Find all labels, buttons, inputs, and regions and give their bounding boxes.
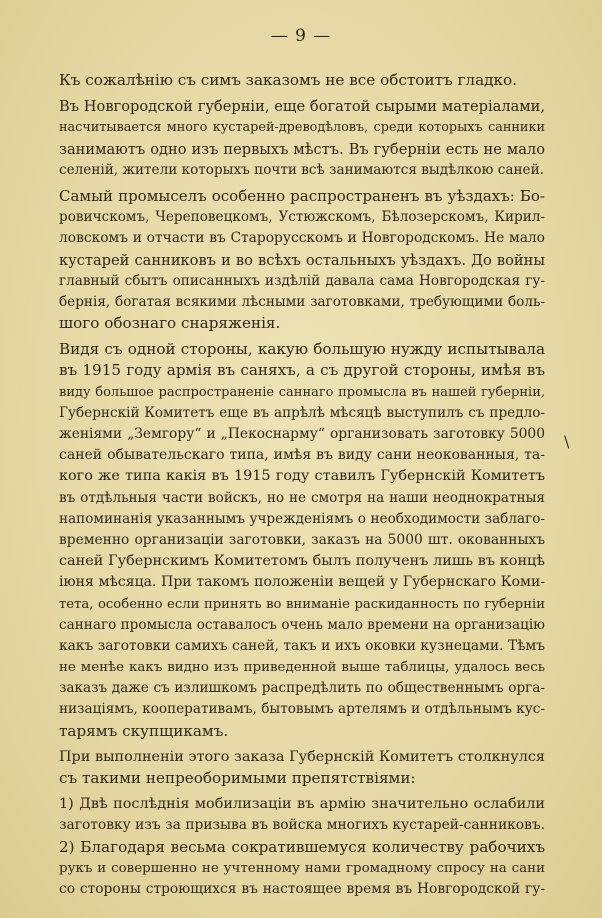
text-line: какъ заготовки самихъ саней, такъ и ихъ оковки кузнецами. Тѣмъ (59, 637, 545, 654)
text-line: низаціямъ, кооперативамъ, бытовымъ артелямъ и отдѣльнымъ кус- (59, 701, 545, 718)
text-line: рукъ и совершенно не учтенному нами громадному спросу на сани (59, 860, 545, 876)
text-line: саней Губернскимъ Комитетомъ былъ полученъ лишь въ концѣ (59, 553, 545, 570)
text-line: саней обывательскаго типа, имѣя въ виду сани неокованныя, та- (59, 447, 545, 464)
text-line: временно организаціи заготовки, заказъ на 5000 шт. окованныхъ (59, 531, 545, 548)
text-line: со стороны строющихся въ настоящее время въ Новгородской гу- (59, 880, 545, 897)
text-line: занимаютъ одно изъ первыхъ мѣстъ. Въ губерніи есть не мало (59, 140, 545, 158)
text-line: Видя съ одной стороны, какую большую нужду испытывала (59, 340, 545, 359)
text-line: тета, особенно если принять во вниманіе раскиданность по губерніи (59, 596, 545, 612)
page-number: — 9 — (270, 26, 332, 46)
text-line: ровичскомъ, Череповецкомъ, Устюжскомъ, Бѣлозерскомъ, Кирил- (59, 209, 545, 226)
text-line: ловскомъ и отчасти въ Старорусскомъ и Новгородскомъ. Не мало (59, 230, 545, 247)
text-line: въ отдѣльныя части войскъ, но не смотря на наши неоднократныя (59, 489, 545, 506)
text-line: саннаго промысла оставалосъ очень мало времени на организацію (59, 616, 545, 633)
text-line: тарямъ скупщикамъ. (59, 721, 229, 740)
text-line: Къ сожалѣнію съ симъ заказомъ не все обстоитъ гладко. (59, 71, 517, 89)
text-line: кустарей санниковъ и во всѣхъ остальныхъ уѣздахъ. До войны (59, 251, 545, 269)
text-line: главный сбытъ описанныхъ издѣлій давала сама Новгородская гу- (59, 272, 545, 289)
text-line: виду большое распространеніе саннаго промысла въ нашей губерніи, (59, 384, 545, 400)
text-line: кого же типа какія въ 1915 году ставилъ Губернскій Комитетъ (59, 468, 545, 485)
text-line: заготовку изъ за призыва въ войска многихъ кустарей-санниковъ. (59, 817, 545, 834)
text-line: съ такими непреоборимыми препятствіями: (59, 769, 416, 787)
text-line: женіями „Земгору“ и „Пекоснарму“ организовать заготовку 5000 (59, 426, 545, 442)
text-line: Губернскій Комитетъ еще въ апрѣлѣ мѣсяцѣ выступилъ съ предло- (59, 404, 545, 421)
text-line: насчитывается много кустарей-древодѣловъ, среди которыхъ санники (59, 120, 545, 136)
text-line: 1) Двѣ послѣднія мобилизаціи въ армію значительно ослабили (59, 796, 545, 813)
text-line: селеній, жители которыхъ почти всѣ занимаются выдѣлкою саней. (59, 161, 544, 178)
text-line: шого обознаго снаряженія. (59, 314, 281, 333)
margin-mark: \ (564, 432, 570, 451)
text-line: іюня мѣсяца. При такомъ положеніи вещей у Губернскаго Коми- (59, 574, 545, 591)
text-line: заказъ даже съ излишкомъ распредѣлить по общественнымъ орга- (59, 680, 545, 697)
text-line: въ 1915 году армія въ саняхъ, а съ другой стороны, имѣя въ (59, 361, 545, 380)
body-text (59, 70, 545, 900)
text-line: напоминанія указаннымъ учрежденіямъ о необходимости заблаго- (59, 510, 545, 527)
text-line: 2) Благодаря весьма сократившемуся количеству рабочихъ (59, 837, 545, 856)
text-line: Въ Новгородской губерніи, еще богатой сырыми матеріалами, (59, 98, 545, 116)
text-line: не менѣе какъ видно изъ приведенной выше таблицы, удалось весь (59, 660, 545, 676)
text-line: Самый промыселъ особенно распространенъ въ уѣздахъ: Бо- (59, 186, 545, 205)
text-line: При выполненіи этого заказа Губернскій Комитетъ столкнулся (59, 748, 545, 765)
text-line: бернія, богатая всякими лѣсными заготовками, требующими боль- (59, 293, 545, 310)
